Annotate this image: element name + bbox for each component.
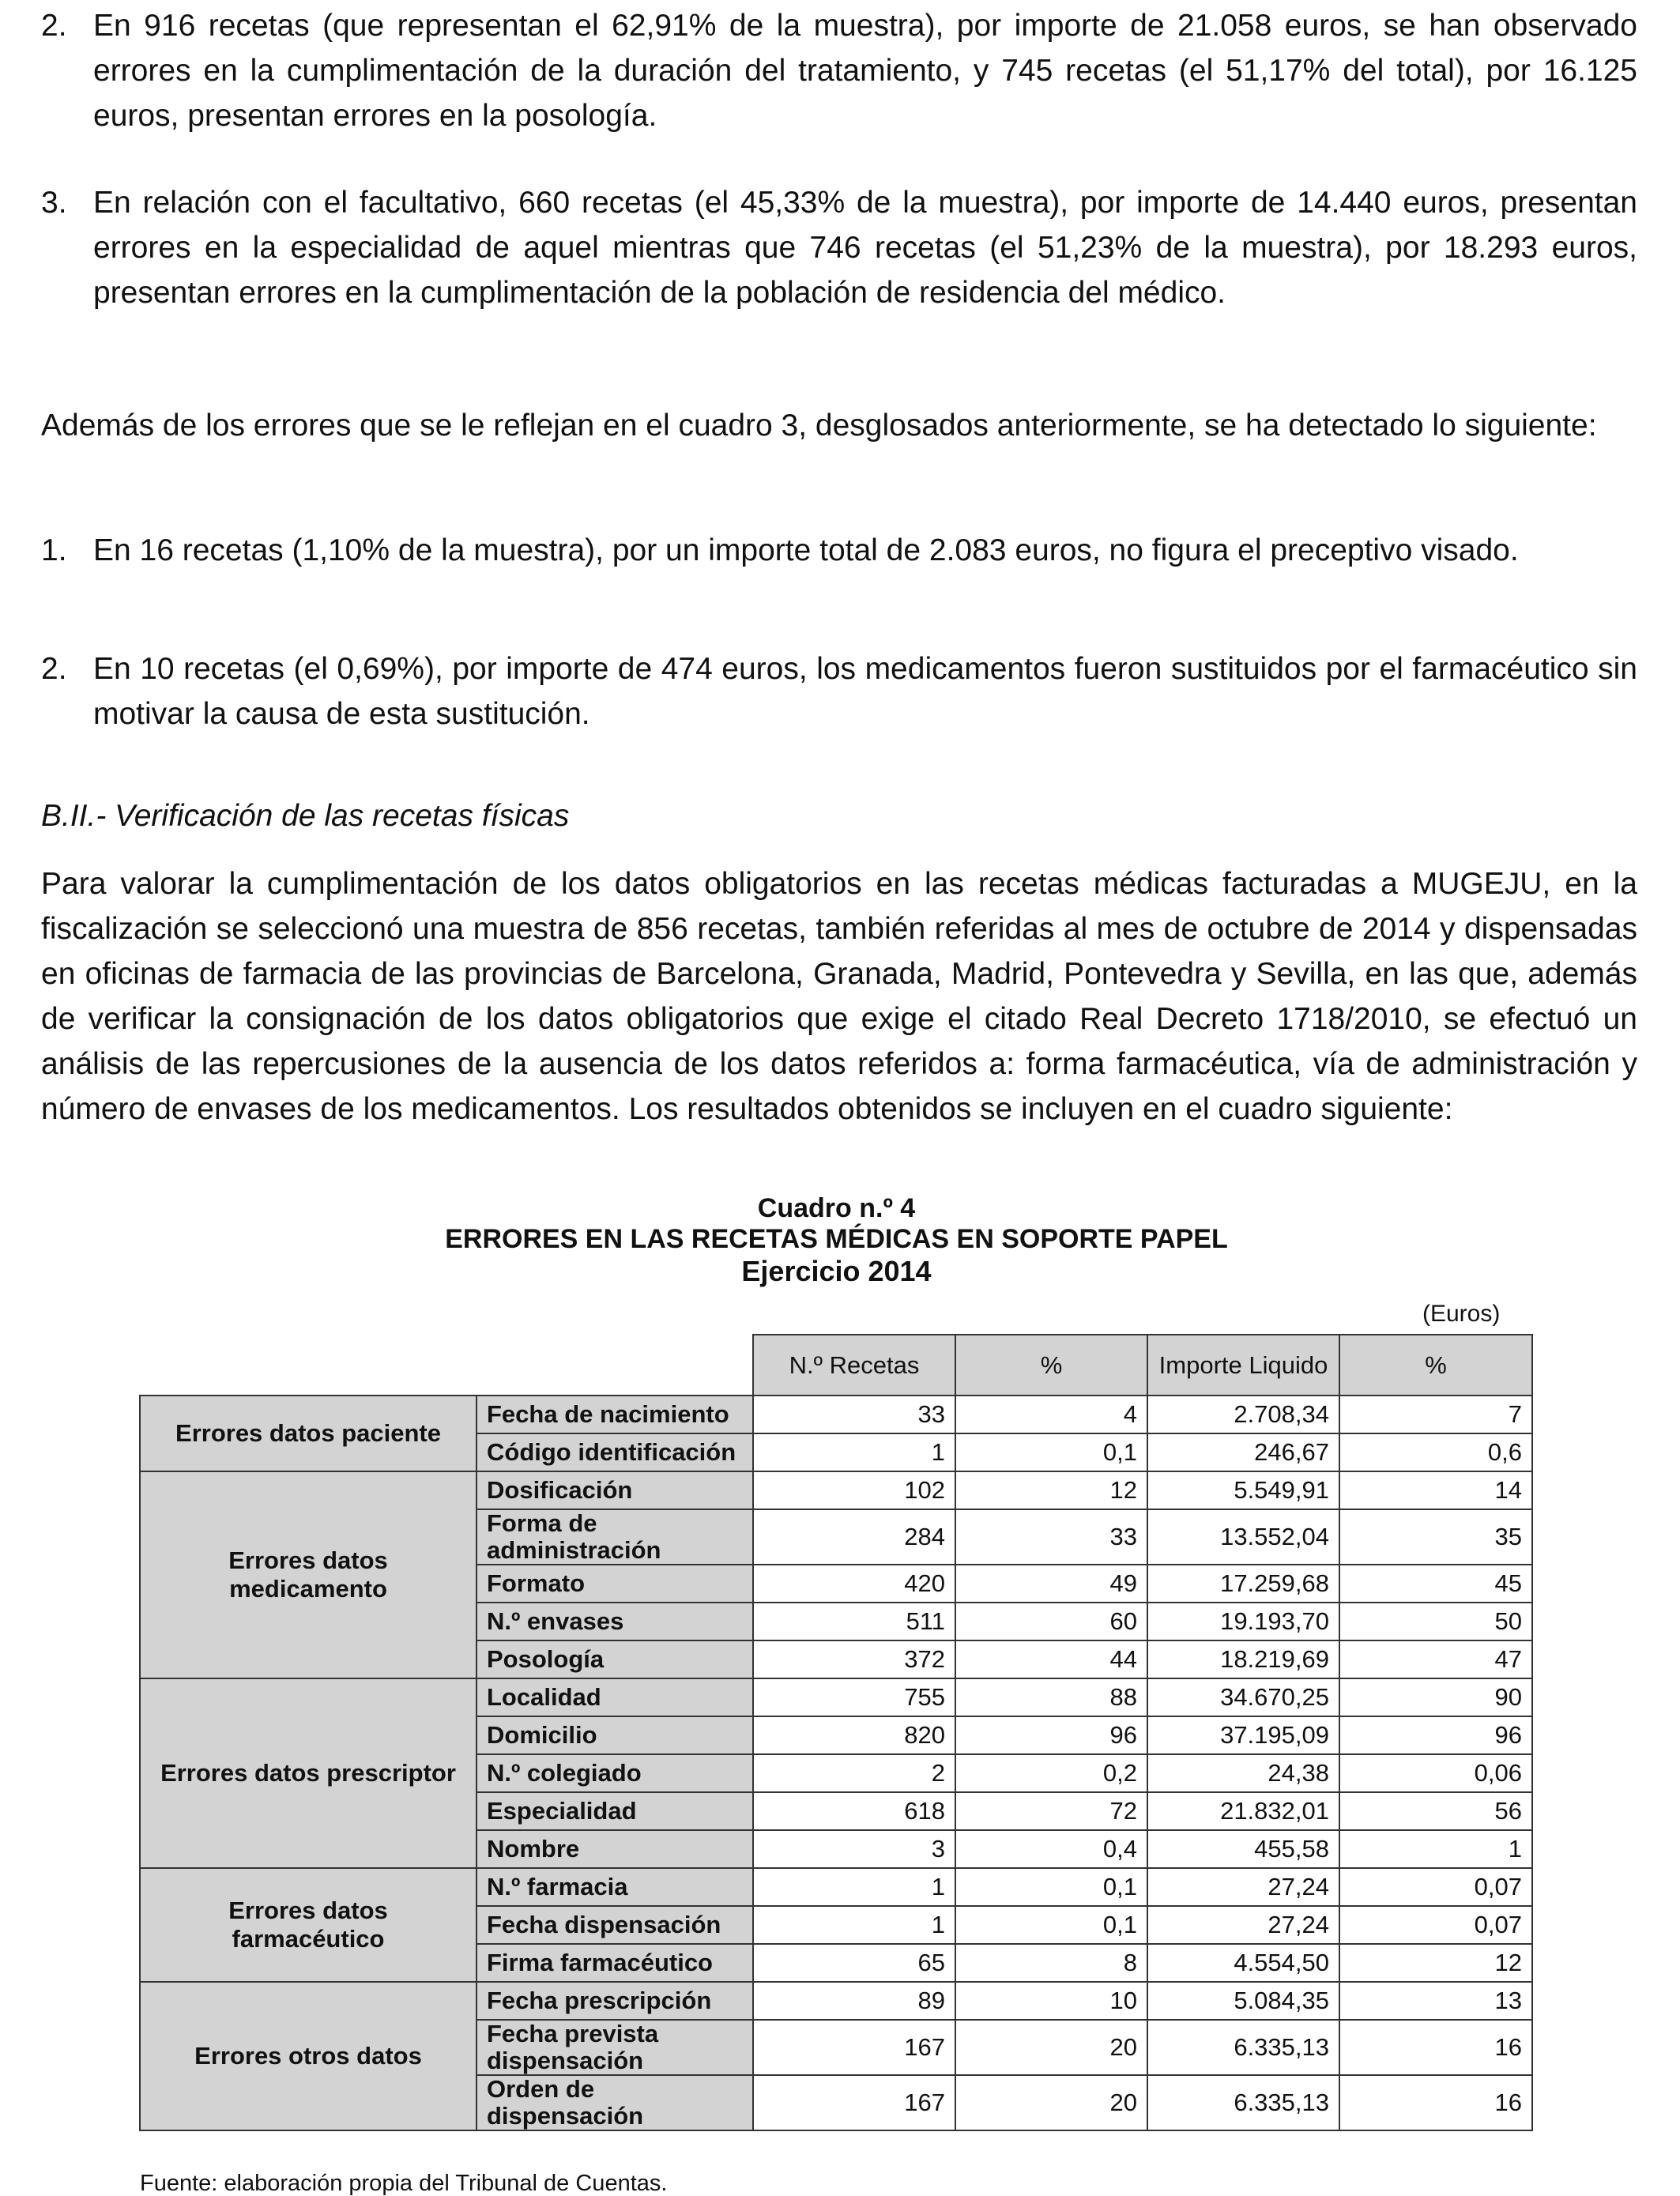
cell-pct2: 50 [1339, 1603, 1532, 1640]
cell-pct2: 90 [1339, 1678, 1532, 1716]
numbered-item [41, 3, 1637, 138]
cell-pct2: 7 [1339, 1396, 1532, 1433]
row-label: Firma farmacéutico [477, 1944, 753, 1982]
table-margin [99, 1471, 140, 1678]
header-recetas: N.º Recetas [753, 1335, 955, 1396]
row-label: N.º farmacia [477, 1868, 753, 1906]
cell-recetas: 755 [753, 1678, 955, 1716]
row-label: Dosificación [477, 1471, 753, 1509]
cell-recetas: 618 [753, 1792, 955, 1830]
table-row [99, 1396, 1532, 1433]
cell-pct2: 14 [1339, 1471, 1532, 1509]
errors-table [99, 1334, 1533, 2131]
cell-recetas: 820 [753, 1716, 955, 1754]
table-number: Cuadro n.º 4 [757, 1193, 916, 1223]
numbered-item [41, 646, 1637, 736]
cell-recetas: 372 [753, 1640, 955, 1678]
cell-pct2: 96 [1339, 1716, 1532, 1754]
cell-importe: 27,24 [1147, 1906, 1339, 1944]
row-label: N.º colegiado [477, 1754, 753, 1792]
header-pct: % [955, 1335, 1147, 1396]
paragraph: Además de los errores que se le reflejan en el cuadro 3, desglosados anteriormente, se ha detectado lo siguiente: [41, 409, 1597, 443]
cell-pct: 96 [955, 1716, 1147, 1754]
cell-pct2: 45 [1339, 1565, 1532, 1603]
table-row [99, 1868, 1532, 1906]
cell-pct2: 1 [1339, 1830, 1532, 1868]
cell-importe: 37.195,09 [1147, 1716, 1339, 1754]
cell-pct: 60 [955, 1603, 1147, 1640]
item-text: En 10 recetas (el 0,69%), por importe de 474 euros, los medicamentos fueron sustituidos por el farmacéutico sin motivar la causa de esta sustitución. [93, 652, 1637, 731]
item-number: 3. [41, 186, 67, 220]
cell-pct: 72 [955, 1792, 1147, 1830]
cell-recetas: 1 [753, 1906, 955, 1944]
table-row [99, 1678, 1532, 1716]
table-margin [99, 1396, 140, 1471]
cell-recetas: 89 [753, 1982, 955, 2020]
group-label: Errores otros datos [140, 1982, 477, 2130]
cell-recetas: 1 [753, 1868, 955, 1906]
cell-pct: 12 [955, 1471, 1147, 1509]
table-row [99, 1982, 1532, 2020]
row-label: Nombre [477, 1830, 753, 1868]
table-year: Ejercicio 2014 [741, 1255, 932, 1287]
cell-recetas: 511 [753, 1603, 955, 1640]
source-note: Fuente: elaboración propia del Tribunal de Cuentas. [140, 2171, 668, 2196]
cell-importe: 21.832,01 [1147, 1792, 1339, 1830]
item-number: 1. [41, 533, 67, 567]
group-label: Errores datos medicamento [140, 1471, 477, 1678]
group-label: Errores datos farmacéutico [140, 1868, 477, 1982]
cell-importe: 17.259,68 [1147, 1565, 1339, 1603]
cell-pct2: 0,07 [1339, 1868, 1532, 1906]
row-label: Especialidad [477, 1792, 753, 1830]
cell-pct2: 12 [1339, 1944, 1532, 1982]
cell-pct: 20 [955, 2020, 1147, 2075]
table-margin [99, 1868, 140, 1982]
table-row [99, 1471, 1532, 1509]
cell-importe: 246,67 [1147, 1433, 1339, 1471]
cell-pct: 88 [955, 1678, 1147, 1716]
cell-pct: 0,1 [955, 1906, 1147, 1944]
cell-importe: 5.084,35 [1147, 1982, 1339, 2020]
empty-corner [99, 1335, 753, 1396]
cell-importe: 2.708,34 [1147, 1396, 1339, 1433]
cell-pct2: 13 [1339, 1982, 1532, 2020]
cell-pct2: 16 [1339, 2020, 1532, 2075]
cell-importe: 4.554,50 [1147, 1944, 1339, 1982]
group-label: Errores datos paciente [140, 1396, 477, 1471]
row-label: N.º envases [477, 1603, 753, 1640]
cell-importe: 6.335,13 [1147, 2075, 1339, 2130]
cell-recetas: 2 [753, 1754, 955, 1792]
cell-pct: 10 [955, 1982, 1147, 2020]
cell-pct: 20 [955, 2075, 1147, 2130]
cell-recetas: 167 [753, 2020, 955, 2075]
cell-recetas: 3 [753, 1830, 955, 1868]
row-label: Localidad [477, 1678, 753, 1716]
row-label: Fecha prescripción [477, 1982, 753, 2020]
cell-pct: 0,4 [955, 1830, 1147, 1868]
row-label: Código identificación [477, 1433, 753, 1471]
cell-importe: 27,24 [1147, 1868, 1339, 1906]
table-title: ERRORES EN LAS RECETAS MÉDICAS EN SOPORTE PAPEL [445, 1224, 1228, 1254]
cell-recetas: 33 [753, 1396, 955, 1433]
cell-pct: 0,1 [955, 1868, 1147, 1906]
cell-importe: 13.552,04 [1147, 1509, 1339, 1565]
cell-importe: 19.193,70 [1147, 1603, 1339, 1640]
group-label: Errores datos prescriptor [140, 1678, 477, 1868]
cell-importe: 34.670,25 [1147, 1678, 1339, 1716]
unit-label: (Euros) [1422, 1301, 1501, 1327]
cell-recetas: 1 [753, 1433, 955, 1471]
cell-recetas: 420 [753, 1565, 955, 1603]
item-number: 2. [41, 9, 67, 43]
row-label: Fecha de nacimiento [477, 1396, 753, 1433]
item-text: En relación con el facultativo, 660 recetas (el 45,33% de la muestra), por importe de 14.440 euros, presentan errores en la especialidad de aquel mientras que 746 recetas (el 51,23% de la muestra), por 18.293 euros, presentan errores en la cumplimentación de la población de residencia del médico. [93, 186, 1637, 310]
cell-pct: 0,2 [955, 1754, 1147, 1792]
row-label: Fecha prevista dispensación [477, 2020, 753, 2075]
numbered-item [41, 180, 1637, 315]
cell-recetas: 65 [753, 1944, 955, 1982]
header-importe: Importe Liquido [1147, 1335, 1339, 1396]
header-pct2: % [1339, 1335, 1532, 1396]
cell-recetas: 167 [753, 2075, 955, 2130]
cell-importe: 18.219,69 [1147, 1640, 1339, 1678]
cell-importe: 5.549,91 [1147, 1471, 1339, 1509]
item-number: 2. [41, 652, 67, 686]
cell-importe: 24,38 [1147, 1754, 1339, 1792]
cell-recetas: 284 [753, 1509, 955, 1565]
row-label: Forma de administración [477, 1509, 753, 1565]
table-header-row [99, 1335, 1532, 1396]
item-text: En 916 recetas (que representan el 62,91% de la muestra), por importe de 21.058 euros, se han observado errores en la cumplimentación de la duración del tratamiento, y 745 recetas (el 51,17% del total), por 16.125 euros, presentan errores en la posología. [93, 9, 1637, 133]
item-text: En 16 recetas (1,10% de la muestra), por un importe total de 2.083 euros, no figura el preceptivo visado. [93, 533, 1519, 567]
cell-pct: 8 [955, 1944, 1147, 1982]
cell-pct: 49 [955, 1565, 1147, 1603]
table-margin [99, 1982, 140, 2130]
row-label: Domicilio [477, 1716, 753, 1754]
cell-pct2: 35 [1339, 1509, 1532, 1565]
row-label: Fecha dispensación [477, 1906, 753, 1944]
row-label: Posología [477, 1640, 753, 1678]
cell-pct2: 16 [1339, 2075, 1532, 2130]
cell-pct: 0,1 [955, 1433, 1147, 1471]
cell-pct2: 0,06 [1339, 1754, 1532, 1792]
table-margin [99, 1678, 140, 1868]
table-caption [140, 1193, 1533, 1288]
cell-pct: 44 [955, 1640, 1147, 1678]
cell-pct: 4 [955, 1396, 1147, 1433]
section-heading: B.II.- Verificación de las recetas físicas [41, 799, 570, 833]
cell-pct: 33 [955, 1509, 1147, 1565]
cell-importe: 6.335,13 [1147, 2020, 1339, 2075]
numbered-item [41, 528, 1637, 573]
row-label: Formato [477, 1565, 753, 1603]
cell-pct2: 56 [1339, 1792, 1532, 1830]
cell-pct2: 0,07 [1339, 1906, 1532, 1944]
cell-importe: 455,58 [1147, 1830, 1339, 1868]
row-label: Orden de dispensación [477, 2075, 753, 2130]
cell-pct2: 0,6 [1339, 1433, 1532, 1471]
paragraph: Para valorar la cumplimentación de los datos obligatorios en las recetas médicas facturadas a MUGEJU, en la fiscalización se seleccionó una muestra de 856 recetas, también referidas al mes de octubre de 2014 y dispensadas en oficinas de farmacia de las provincias de Barcelona, Granada, Madrid, Pontevedra y Sevilla, en las que, además de verificar la consignación de los datos obligatorios que exige el citado Real Decreto 1718/2010, se efectuó un análisis de las repercusiones de la ausencia de los datos referidos a: forma farmacéutica, vía de administración y número de envases de los medicamentos. Los resultados obtenidos se incluyen en el cuadro siguiente: [41, 867, 1637, 1126]
cell-pct2: 47 [1339, 1640, 1532, 1678]
cell-recetas: 102 [753, 1471, 955, 1509]
